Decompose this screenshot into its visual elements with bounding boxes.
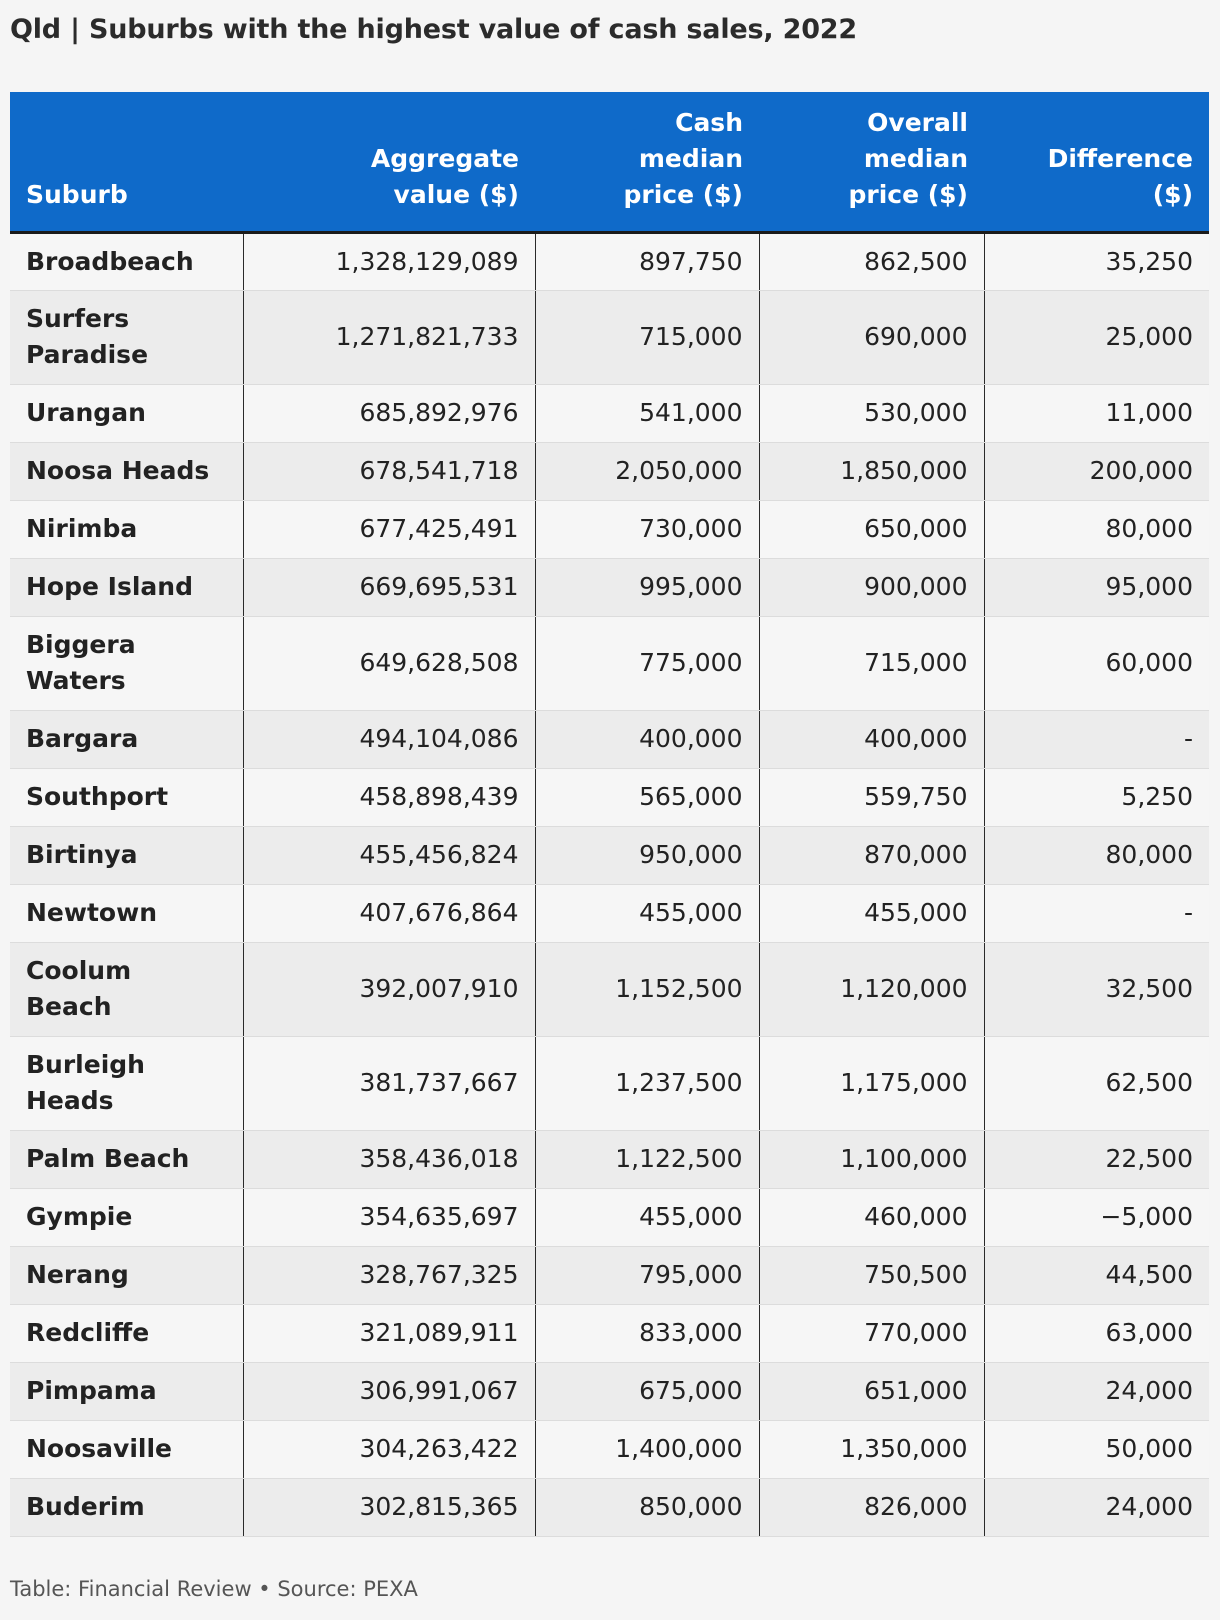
table-row bbox=[10, 884, 1209, 942]
cell-difference: - bbox=[984, 710, 1209, 768]
cell-cash-median-price: 715,000 bbox=[535, 290, 759, 384]
cell-difference: 80,000 bbox=[984, 826, 1209, 884]
cell-difference: 5,250 bbox=[984, 768, 1209, 826]
table-row bbox=[10, 232, 1209, 290]
cell-overall-median-price: 460,000 bbox=[759, 1188, 984, 1246]
cell-overall-median-price: 1,100,000 bbox=[759, 1130, 984, 1188]
suburb-name-line: Noosaville bbox=[26, 1434, 172, 1463]
header-row bbox=[10, 92, 1209, 232]
suburb-name-line: Waters bbox=[26, 666, 126, 695]
table-row bbox=[10, 384, 1209, 442]
cell-aggregate-value: 392,007,910 bbox=[243, 942, 535, 1036]
cell-cash-median-price: 833,000 bbox=[535, 1304, 759, 1362]
cell-cash-median-price: 2,050,000 bbox=[535, 442, 759, 500]
cell-cash-median-price: 455,000 bbox=[535, 884, 759, 942]
header-label-line: Difference bbox=[1047, 143, 1193, 173]
cell-suburb bbox=[10, 884, 243, 942]
cell-difference: - bbox=[984, 884, 1209, 942]
cell-aggregate-value: 302,815,365 bbox=[243, 1478, 535, 1536]
source-note: Table: Financial Review • Source: PEXA bbox=[10, 1577, 418, 1601]
header-label-line: Suburb bbox=[26, 179, 128, 209]
header-label-line: median bbox=[863, 143, 968, 173]
table-row bbox=[10, 442, 1209, 500]
table-row bbox=[10, 558, 1209, 616]
cell-overall-median-price: 750,500 bbox=[759, 1246, 984, 1304]
cell-difference: −5,000 bbox=[984, 1188, 1209, 1246]
cell-overall-median-price: 900,000 bbox=[759, 558, 984, 616]
cell-cash-median-price: 400,000 bbox=[535, 710, 759, 768]
suburb-name-line: Birtinya bbox=[26, 840, 138, 869]
suburb-name-line: Redcliffe bbox=[26, 1318, 150, 1347]
header-difference bbox=[984, 92, 1209, 232]
suburb-name-line: Beach bbox=[26, 992, 112, 1021]
cell-aggregate-value: 321,089,911 bbox=[243, 1304, 535, 1362]
header-label-line: median bbox=[638, 143, 743, 173]
cell-suburb bbox=[10, 1246, 243, 1304]
suburb-name-line: Nerang bbox=[26, 1260, 129, 1289]
header-label-line: ($) bbox=[1152, 179, 1193, 209]
cell-suburb bbox=[10, 826, 243, 884]
header-label-line: price ($) bbox=[848, 179, 968, 209]
cell-aggregate-value: 455,456,824 bbox=[243, 826, 535, 884]
table-row bbox=[10, 1304, 1209, 1362]
cell-cash-median-price: 455,000 bbox=[535, 1188, 759, 1246]
cell-suburb bbox=[10, 616, 243, 710]
cell-difference: 32,500 bbox=[984, 942, 1209, 1036]
cell-aggregate-value: 407,676,864 bbox=[243, 884, 535, 942]
cell-overall-median-price: 715,000 bbox=[759, 616, 984, 710]
cell-cash-median-price: 950,000 bbox=[535, 826, 759, 884]
cell-suburb bbox=[10, 1420, 243, 1478]
cell-suburb bbox=[10, 942, 243, 1036]
table-row bbox=[10, 500, 1209, 558]
suburb-name-line: Pimpama bbox=[26, 1376, 157, 1405]
cell-overall-median-price: 770,000 bbox=[759, 1304, 984, 1362]
header-label-line: Cash bbox=[675, 107, 743, 137]
cell-overall-median-price: 1,850,000 bbox=[759, 442, 984, 500]
cell-suburb bbox=[10, 384, 243, 442]
suburb-name-line: Palm Beach bbox=[26, 1144, 190, 1173]
table-row bbox=[10, 616, 1209, 710]
table-row bbox=[10, 1420, 1209, 1478]
header-cash-median-price bbox=[535, 92, 759, 232]
cell-aggregate-value: 494,104,086 bbox=[243, 710, 535, 768]
cell-suburb bbox=[10, 232, 243, 290]
cell-aggregate-value: 328,767,325 bbox=[243, 1246, 535, 1304]
cell-suburb bbox=[10, 290, 243, 384]
suburb-name-line: Hope Island bbox=[26, 572, 193, 601]
table-row bbox=[10, 826, 1209, 884]
table-row bbox=[10, 1188, 1209, 1246]
cell-difference: 60,000 bbox=[984, 616, 1209, 710]
cell-cash-median-price: 675,000 bbox=[535, 1362, 759, 1420]
cell-suburb bbox=[10, 768, 243, 826]
cell-suburb bbox=[10, 710, 243, 768]
table-row bbox=[10, 710, 1209, 768]
cell-aggregate-value: 1,271,821,733 bbox=[243, 290, 535, 384]
chart-title: Qld | Suburbs with the highest value of cash sales, 2022 bbox=[10, 14, 857, 45]
cell-difference: 22,500 bbox=[984, 1130, 1209, 1188]
cell-aggregate-value: 685,892,976 bbox=[243, 384, 535, 442]
suburb-name-line: Biggera bbox=[26, 630, 136, 659]
cell-cash-median-price: 565,000 bbox=[535, 768, 759, 826]
cell-cash-median-price: 1,400,000 bbox=[535, 1420, 759, 1478]
cell-cash-median-price: 897,750 bbox=[535, 232, 759, 290]
header-overall-median-price bbox=[759, 92, 984, 232]
cell-difference: 62,500 bbox=[984, 1036, 1209, 1130]
cell-suburb bbox=[10, 558, 243, 616]
cell-cash-median-price: 850,000 bbox=[535, 1478, 759, 1536]
cell-difference: 24,000 bbox=[984, 1478, 1209, 1536]
cell-overall-median-price: 455,000 bbox=[759, 884, 984, 942]
cell-aggregate-value: 669,695,531 bbox=[243, 558, 535, 616]
table-body bbox=[10, 232, 1209, 1536]
cell-difference: 35,250 bbox=[984, 232, 1209, 290]
table-row bbox=[10, 1478, 1209, 1536]
cell-cash-median-price: 541,000 bbox=[535, 384, 759, 442]
cell-overall-median-price: 862,500 bbox=[759, 232, 984, 290]
cell-cash-median-price: 795,000 bbox=[535, 1246, 759, 1304]
cell-suburb bbox=[10, 1478, 243, 1536]
cell-aggregate-value: 677,425,491 bbox=[243, 500, 535, 558]
suburb-name-line: Newtown bbox=[26, 898, 157, 927]
cell-difference: 200,000 bbox=[984, 442, 1209, 500]
cell-cash-median-price: 775,000 bbox=[535, 616, 759, 710]
cell-difference: 25,000 bbox=[984, 290, 1209, 384]
suburb-name-line: Urangan bbox=[26, 398, 146, 427]
cell-aggregate-value: 1,328,129,089 bbox=[243, 232, 535, 290]
data-table bbox=[10, 92, 1209, 1537]
cell-overall-median-price: 690,000 bbox=[759, 290, 984, 384]
cell-difference: 50,000 bbox=[984, 1420, 1209, 1478]
suburb-name-line: Gympie bbox=[26, 1202, 133, 1231]
cell-overall-median-price: 1,350,000 bbox=[759, 1420, 984, 1478]
cell-cash-median-price: 1,122,500 bbox=[535, 1130, 759, 1188]
suburb-name-line: Buderim bbox=[26, 1492, 145, 1521]
cell-cash-median-price: 995,000 bbox=[535, 558, 759, 616]
cell-suburb bbox=[10, 1304, 243, 1362]
cell-suburb bbox=[10, 1036, 243, 1130]
table-header bbox=[10, 92, 1209, 232]
cell-overall-median-price: 826,000 bbox=[759, 1478, 984, 1536]
suburb-name-line: Surfers bbox=[26, 304, 130, 333]
cell-difference: 95,000 bbox=[984, 558, 1209, 616]
cell-suburb bbox=[10, 1188, 243, 1246]
cell-overall-median-price: 530,000 bbox=[759, 384, 984, 442]
cell-overall-median-price: 650,000 bbox=[759, 500, 984, 558]
cell-cash-median-price: 730,000 bbox=[535, 500, 759, 558]
cell-difference: 63,000 bbox=[984, 1304, 1209, 1362]
header-label-line: value ($) bbox=[393, 179, 519, 209]
table-row bbox=[10, 1036, 1209, 1130]
table-row bbox=[10, 1246, 1209, 1304]
table-row bbox=[10, 290, 1209, 384]
cell-difference: 80,000 bbox=[984, 500, 1209, 558]
table-row bbox=[10, 942, 1209, 1036]
header-label-line: price ($) bbox=[623, 179, 743, 209]
cell-aggregate-value: 678,541,718 bbox=[243, 442, 535, 500]
cell-cash-median-price: 1,152,500 bbox=[535, 942, 759, 1036]
suburb-name-line: Southport bbox=[26, 782, 169, 811]
cell-difference: 44,500 bbox=[984, 1246, 1209, 1304]
cell-overall-median-price: 651,000 bbox=[759, 1362, 984, 1420]
header-label-line: Aggregate bbox=[370, 143, 519, 173]
cell-suburb bbox=[10, 1130, 243, 1188]
cell-overall-median-price: 870,000 bbox=[759, 826, 984, 884]
cell-aggregate-value: 354,635,697 bbox=[243, 1188, 535, 1246]
cell-suburb bbox=[10, 442, 243, 500]
cell-aggregate-value: 304,263,422 bbox=[243, 1420, 535, 1478]
suburb-name-line: Coolum bbox=[26, 956, 132, 985]
suburb-name-line: Paradise bbox=[26, 340, 149, 369]
suburb-name-line: Noosa Heads bbox=[26, 456, 210, 485]
suburb-name-line: Nirimba bbox=[26, 514, 138, 543]
cell-aggregate-value: 381,737,667 bbox=[243, 1036, 535, 1130]
cell-aggregate-value: 358,436,018 bbox=[243, 1130, 535, 1188]
cell-suburb bbox=[10, 1362, 243, 1420]
suburb-name-line: Burleigh bbox=[26, 1050, 145, 1079]
header-suburb bbox=[10, 92, 243, 232]
table-row bbox=[10, 1362, 1209, 1420]
cell-difference: 11,000 bbox=[984, 384, 1209, 442]
table-row bbox=[10, 768, 1209, 826]
table-row bbox=[10, 1130, 1209, 1188]
cell-overall-median-price: 559,750 bbox=[759, 768, 984, 826]
cell-overall-median-price: 1,120,000 bbox=[759, 942, 984, 1036]
suburb-name-line: Bargara bbox=[26, 724, 139, 753]
cell-overall-median-price: 1,175,000 bbox=[759, 1036, 984, 1130]
cell-difference: 24,000 bbox=[984, 1362, 1209, 1420]
header-label-line: Overall bbox=[867, 107, 968, 137]
cell-overall-median-price: 400,000 bbox=[759, 710, 984, 768]
cell-aggregate-value: 649,628,508 bbox=[243, 616, 535, 710]
cell-cash-median-price: 1,237,500 bbox=[535, 1036, 759, 1130]
cell-aggregate-value: 458,898,439 bbox=[243, 768, 535, 826]
suburb-name-line: Heads bbox=[26, 1086, 114, 1115]
suburb-name-line: Broadbeach bbox=[26, 246, 194, 276]
cell-suburb bbox=[10, 500, 243, 558]
cell-aggregate-value: 306,991,067 bbox=[243, 1362, 535, 1420]
header-aggregate-value bbox=[243, 92, 535, 232]
